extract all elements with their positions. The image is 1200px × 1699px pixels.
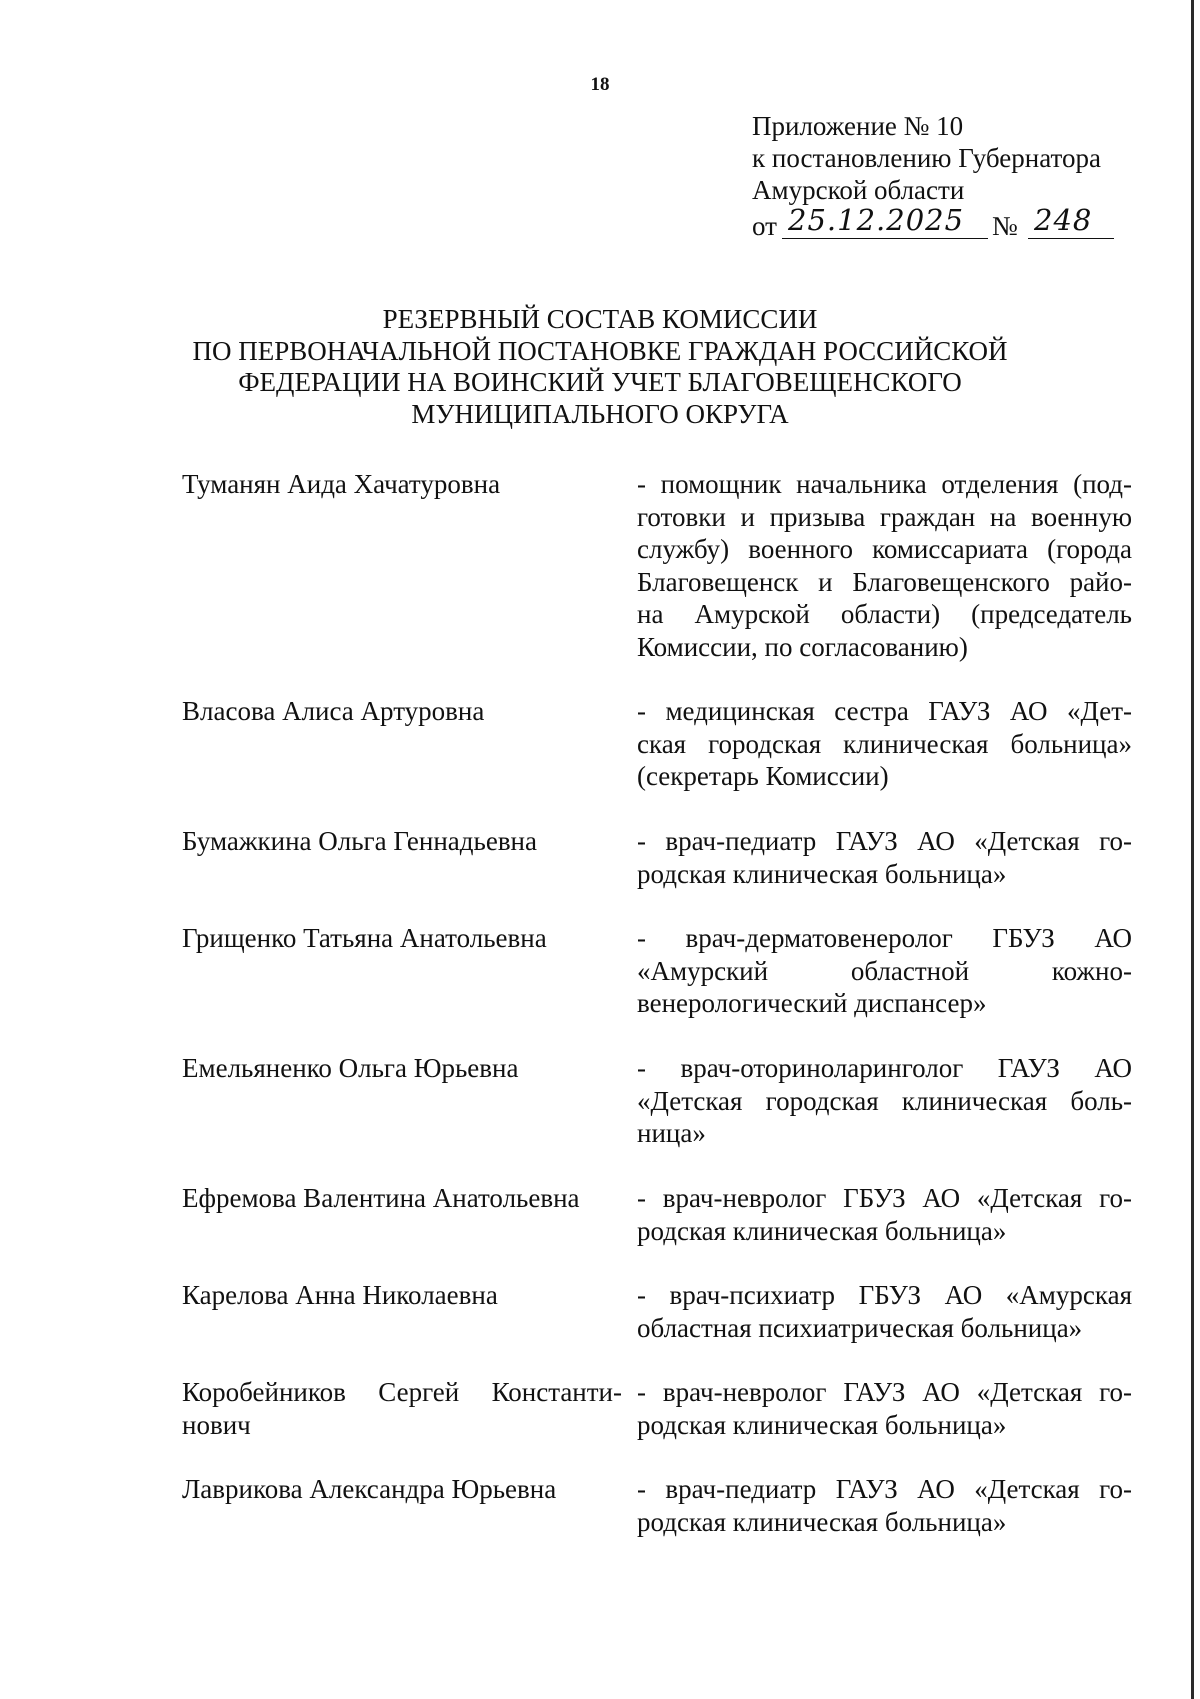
- member-role: - врач-педиатр ГАУЗ АО «Детская го- родская клиническая больница»: [637, 826, 1132, 889]
- title-line: ПО ПЕРВОНАЧАЛЬНОЙ ПОСТАНОВКЕ ГРАЖДАН РОССИЙСКОЙ: [192, 335, 1008, 366]
- page-number: 18: [590, 74, 610, 95]
- member-name: Карелова Анна Николаевна: [182, 1280, 498, 1310]
- member-name: Грищенко Татьяна Анатольевна: [182, 923, 547, 953]
- member-name: Коробейников Сергей Константи- нович: [182, 1377, 622, 1440]
- member-name: Емельяненко Ольга Юрьевна: [182, 1053, 519, 1083]
- appendix-region: Амурской области: [752, 175, 965, 205]
- member-name: Лаврикова Александра Юрьевна: [182, 1474, 557, 1504]
- date-underline: [782, 238, 988, 239]
- member-role: - врач-психиатр ГБУЗ АО «Амурская областная психиатрическая больница»: [637, 1280, 1132, 1343]
- number-prefix: №: [992, 211, 1018, 241]
- member-name: Ефремова Валентина Анатольевна: [182, 1183, 580, 1213]
- member-role: - врач-невролог ГБУЗ АО «Детская го- родская клиническая больница»: [637, 1183, 1132, 1246]
- title-line: РЕЗЕРВНЫЙ СОСТАВ КОМИССИИ: [382, 304, 818, 334]
- member-role: - медицинская сестра ГАУЗ АО «Дет- ская городская клиническая больница» (секретарь Комиссии): [637, 696, 1132, 791]
- member-role: - врач-невролог ГАУЗ АО «Детская го- родская клиническая больница»: [637, 1377, 1132, 1440]
- document-title: [0, 304, 1200, 430]
- appendix-header: [752, 110, 1101, 242]
- scan-edge-line: [1191, 0, 1194, 1699]
- number-underline: [1028, 238, 1114, 239]
- date-prefix: от: [752, 211, 777, 241]
- appendix-date-number-row: [752, 203, 1101, 242]
- member-role: - врач-оториноларинголог ГАУЗ АО «Детская городская клиническая боль- ница»: [637, 1053, 1132, 1148]
- member-name: Бумажкина Ольга Геннадьевна: [182, 826, 537, 856]
- member-name: Власова Алиса Артуровна: [182, 696, 485, 726]
- title-line: ФЕДЕРАЦИИ НА ВОИНСКИЙ УЧЕТ БЛАГОВЕЩЕНСКОГО: [238, 367, 962, 397]
- member-role: - помощник начальника отделения (под- готовки и призыва граждан на военную службу) военного комиссариата (города Благовещенск и Благовещенского райо- на Амурской области) (председатель Комиссии, по согласованию): [637, 469, 1132, 662]
- member-role: - врач-педиатр ГАУЗ АО «Детская го- родская клиническая больница»: [637, 1474, 1132, 1537]
- appendix-reference: к постановлению Губернатора: [752, 143, 1101, 173]
- member-name: Туманян Аида Хачатуровна: [182, 469, 501, 499]
- member-role: - врач-дерматовенеролог ГБУЗ АО «Амурский областной кожно- венерологический диспансер»: [637, 923, 1132, 1018]
- handwritten-number: 248: [1034, 203, 1093, 237]
- appendix-number: Приложение № 10: [752, 111, 964, 141]
- handwritten-date: 25.12.2025: [788, 203, 965, 237]
- title-line: МУНИЦИПАЛЬНОГО ОКРУГА: [411, 398, 789, 429]
